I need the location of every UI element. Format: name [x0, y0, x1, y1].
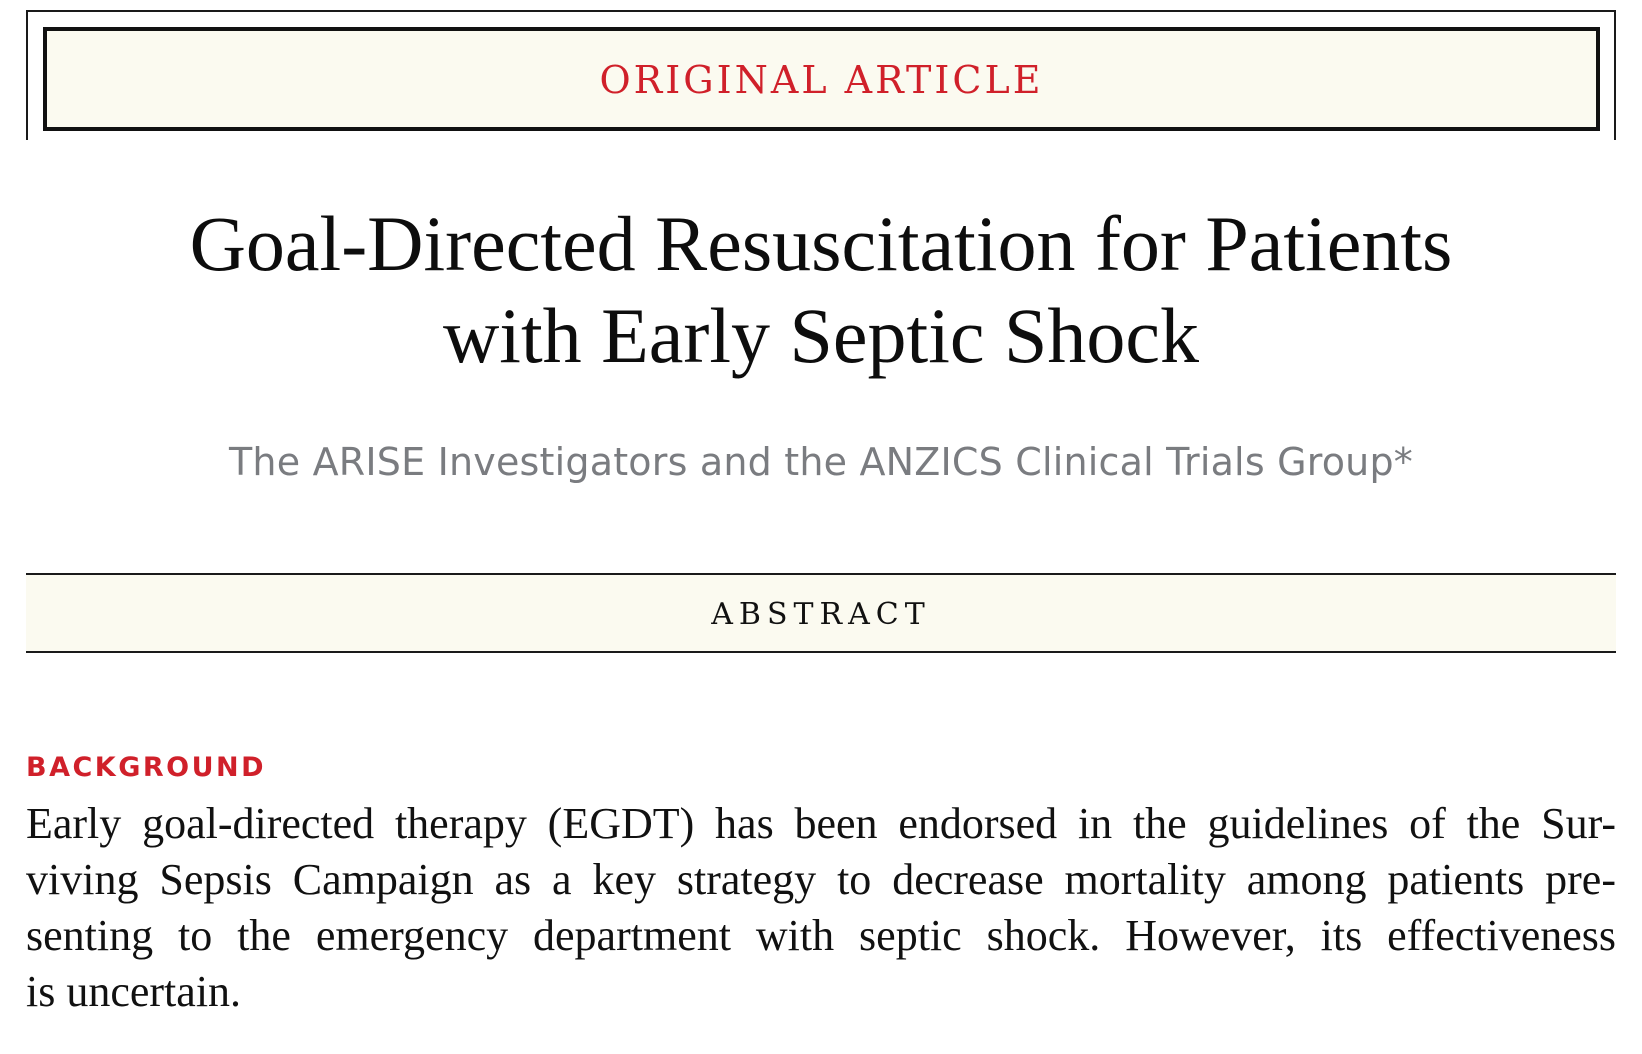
background-line-2: viving Sepsis Campaign as a key strategy to decrease mortality among patients pre- [26, 855, 1616, 904]
abstract-header-bar [26, 573, 1616, 653]
article-type-label: ORIGINAL ARTICLE [599, 58, 1044, 102]
background-line-1: Early goal-directed therapy (EGDT) has been endorsed in the guidelines of the Sur- [26, 799, 1616, 848]
abstract-label: ABSTRACT [711, 596, 931, 632]
background-paragraph [26, 796, 1616, 1020]
article-type-banner [43, 27, 1600, 131]
article-title [0, 198, 1642, 382]
article-title-line-2: with Early Septic Shock [442, 292, 1200, 379]
author-byline: The ARISE Investigators and the ANZICS Clinical Trials Group* [229, 440, 1413, 484]
background-heading: BACKGROUND [26, 752, 267, 783]
background-line-4: is uncertain. [26, 967, 242, 1016]
article-title-line-1: Goal-Directed Resuscitation for Patients [189, 200, 1453, 287]
background-line-3: senting to the emergency department with septic shock. However, its effectiveness [26, 911, 1616, 960]
